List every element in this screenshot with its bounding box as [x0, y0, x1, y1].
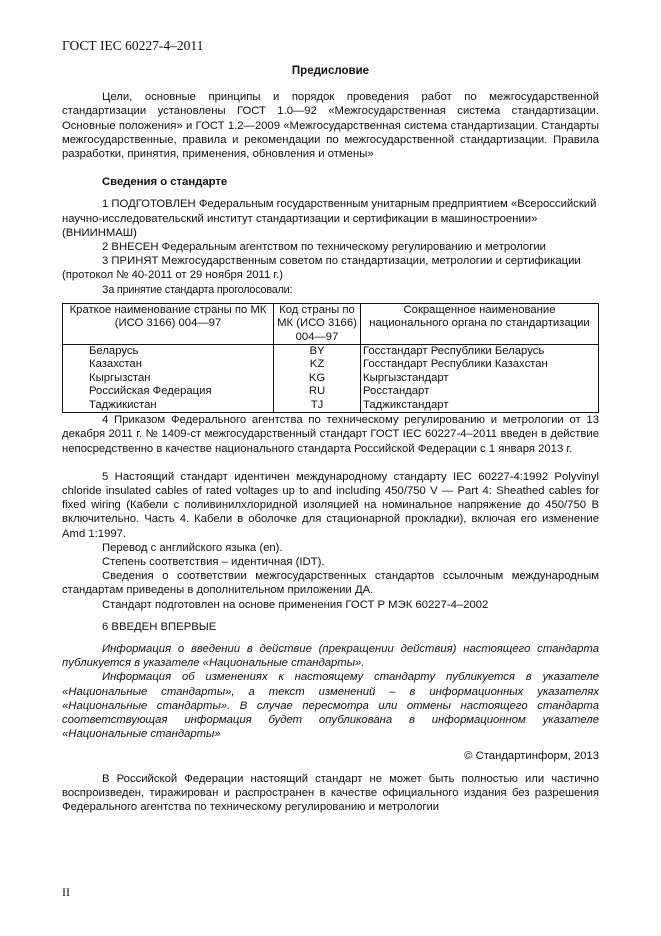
table-row — [63, 385, 599, 398]
info-item-5: 5 Настоящий стандарт идентичен международному стандарту IEC 60227-4:1992 Polyvinyl chloride insulated cables of rated voltages up to and including 450/750 V — Part 4: Sheathed cables for fixed wiring (Кабели с поливинилхлоридной изоляцией на номинальное напряжение до 450/750 В включительно. Часть 4. Кабели в оболочке для стационарной прокладки), включая его изменение Amd 1:1997. — [62, 470, 599, 540]
table-row — [63, 399, 599, 413]
preface-title: Предисловие — [291, 65, 370, 77]
notice-changes: Информация об изменениях к настоящему стандарту публикуется в указателе «Национальные стандарты», а текст изменений – в информационных указателях «Национальные стандарты». В случае пересмотра или отмены настоящего стандарта соответствующая информация будет опубликована в информационном указателе «Национальные стандарты» — [62, 671, 599, 741]
table-header-row — [63, 303, 599, 344]
table-cell-country: Российская Федерация — [63, 385, 274, 398]
table-row — [63, 345, 599, 359]
degree-note: Степень соответствия – идентичная (IDT). — [102, 555, 325, 568]
table-cell-country: Казахстан — [63, 358, 274, 371]
page-content — [62, 64, 599, 814]
table-cell-body: Таджикстандарт — [361, 399, 599, 413]
table-row — [63, 372, 599, 385]
page-number: II — [62, 885, 70, 899]
references-note: Сведения о соответствии межгосударственных стандартов ссылочным международным стандартам приведены в дополнительном приложении ДА. — [62, 570, 599, 597]
table-cell-body: Госстандарт Республики Казахстан — [361, 358, 599, 371]
table-cell-code: KG — [274, 372, 361, 385]
info-item-2: 2 ВНЕСЕН Федеральным агентством по техническому регулированию и метрологии — [102, 241, 546, 254]
info-title: Сведения о стандарте — [102, 176, 228, 189]
table-cell-code: BY — [274, 345, 361, 359]
table-cell-body: Госстандарт Республики Беларусь — [361, 345, 599, 359]
table-cell-country: Кыргызстан — [63, 372, 274, 385]
info-item-3: 3 ПРИНЯТ Межгосударственным советом по стандартизации, метрологии и сертификации (протокол № 40-2011 от 29 ноября 2011 г.) — [62, 255, 581, 282]
table-cell-code: TJ — [274, 399, 361, 413]
notice-introduction: Информация о введении в действие (прекращении действия) настоящего стандарта публикуется в указателе «Национальные стандарты». — [62, 642, 599, 670]
rights-paragraph: В Российской Федерации настоящий стандарт не может быть полностью или частично воспроизведен, тиражирован и распространен в качестве официального издания без разрешения Федерального агентства по техническому регулированию и метрологии — [62, 772, 599, 813]
basis-note: Стандарт подготовлен на основе применения ГОСТ Р МЭК 60227-4–2002 — [102, 598, 489, 611]
table-cell-country: Таджикистан — [63, 399, 274, 413]
table-cell-country: Беларусь — [63, 345, 274, 359]
voted-label: За принятие стандарта проголосовали: — [102, 283, 293, 296]
info-item-1: 1 ПОДГОТОВЛЕН Федеральным государственным унитарным предприятием «Всероссийский научно-исследовательский институт стандартизации и сертификации в машиностроении» (ВНИИНМАШ) — [62, 198, 597, 239]
table-header-country: Краткое наименование страны по МК (ИСО 3166) 004—97 — [63, 303, 274, 344]
info-item-6: 6 ВВЕДЕН ВПЕРВЫЕ — [102, 620, 217, 633]
voting-countries-table — [62, 303, 599, 413]
table-cell-code: RU — [274, 385, 361, 398]
table-cell-body: Росстандарт — [361, 385, 599, 398]
info-item-4: 4 Приказом Федерального агентства по техническому регулированию и метрологии от 13 декабря 2011 г. № 1409-ст межгосударственный стандарт ГОСТ IEC 60227-4–2011 введен в действие непосредственно в качестве национального стандарта Российской Федерации с 1 января 2013 г. — [62, 414, 599, 455]
table-row — [63, 358, 599, 371]
table-header-code: Код страны по МК (ИСО 3166) 004—97 — [274, 303, 361, 344]
translation-note: Перевод с английского языка (en). — [102, 541, 283, 554]
table-cell-body: Кыргызстандарт — [361, 372, 599, 385]
preface-goals-paragraph: Цели, основные принципы и порядок проведения работ по межгосударственной стандартизации установлены ГОСТ 1.0—92 «Межгосударственная система стандартизации. Основные положения» и ГОСТ 1.2—2009 «Межгосударственная система стандартизации. Стандарты межгосударственные, правила и рекомендации по межгосударственной стандартизации. Правила разработки, принятия, применения, обновления и отмены» — [62, 91, 599, 161]
table-header-body: Сокращенное наименование национального органа по стандартизации — [361, 303, 599, 344]
table-cell-code: KZ — [274, 358, 361, 371]
document-id-header: ГОСТ IEC 60227-4–2011 — [62, 38, 204, 53]
copyright-line: © Стандартинформ, 2013 — [464, 750, 599, 763]
